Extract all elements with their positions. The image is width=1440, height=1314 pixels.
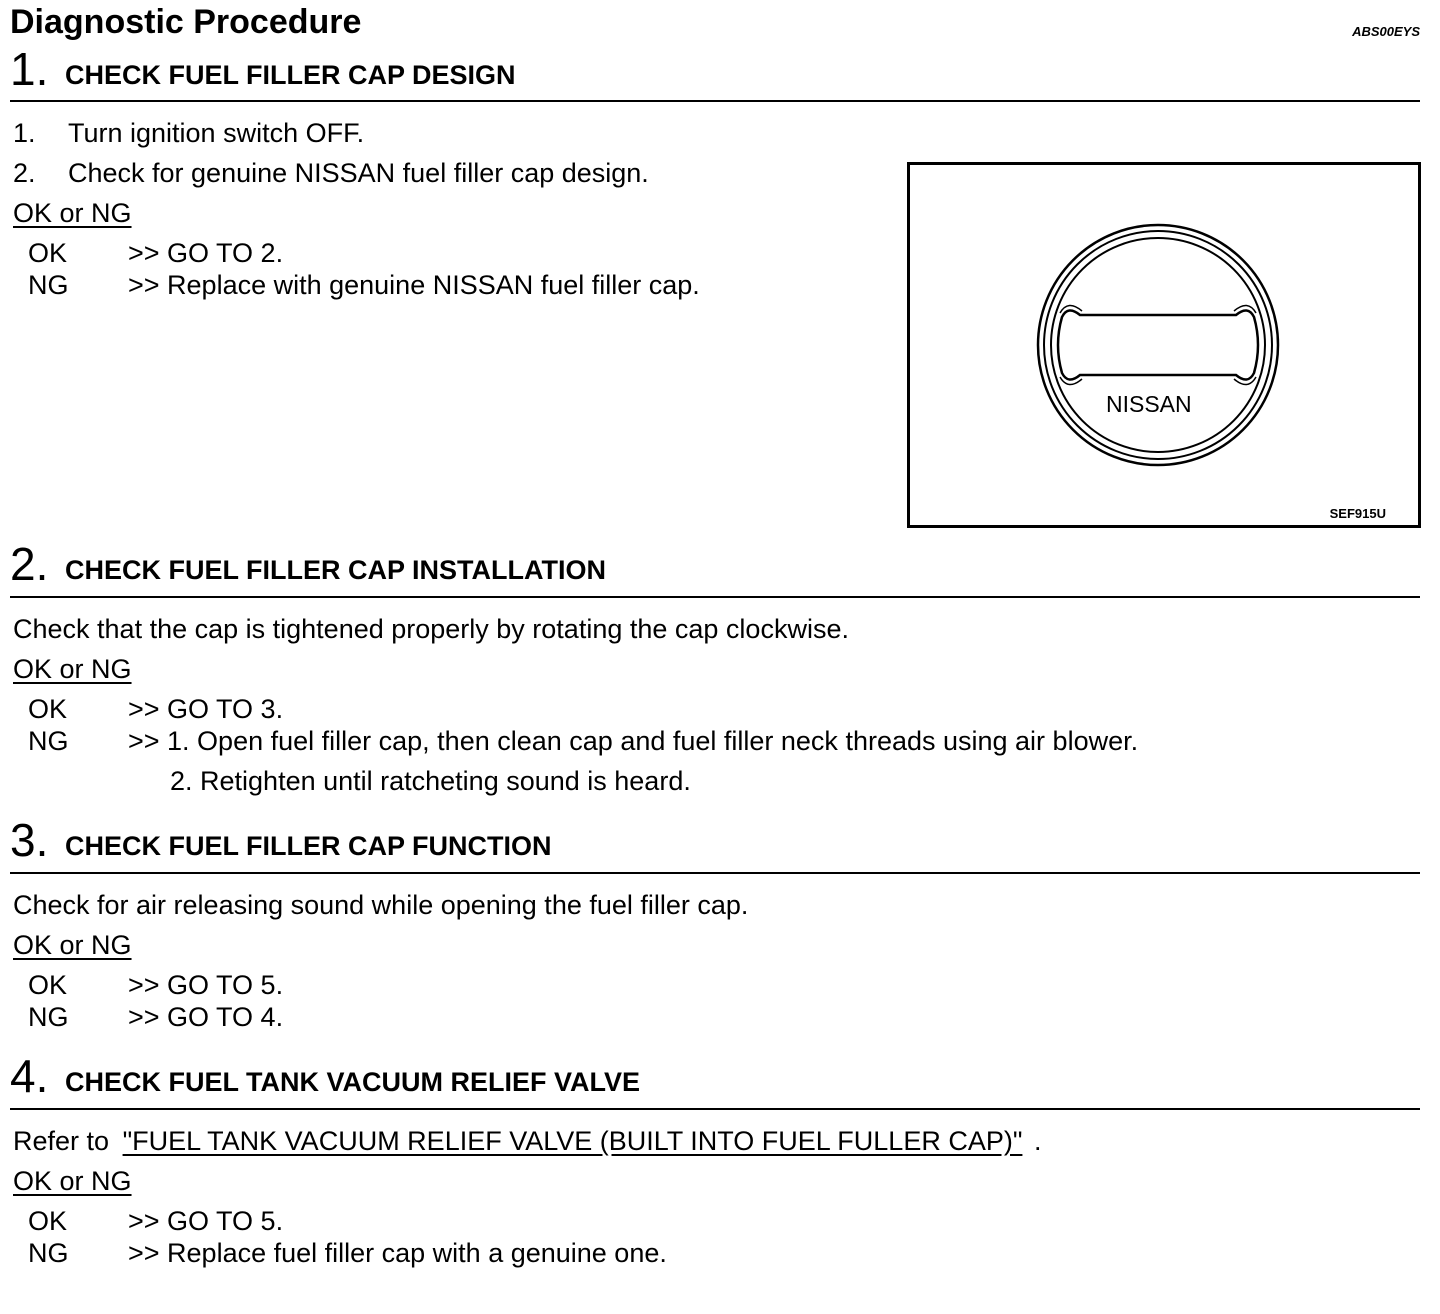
step-1-ng-result: >> Replace with genuine NISSAN fuel filler cap. <box>128 270 700 300</box>
step-2-ok-key: OK <box>28 694 68 724</box>
step-1-instruction-2-number: 2. <box>13 158 36 188</box>
step-number: 2. <box>10 538 49 590</box>
step-2-ng-result: >> 1. Open fuel filler cap, then clean cap and fuel filler neck threads using air blower. <box>128 726 1139 756</box>
step-1-instruction-1: Turn ignition switch OFF. <box>68 118 365 148</box>
step-1-instruction-2: Check for genuine NISSAN fuel filler cap design. <box>68 158 649 188</box>
step-1-divider <box>10 100 1420 102</box>
step-3-ok-result: >> GO TO 5. <box>128 970 284 1000</box>
step-3-instruction: Check for air releasing sound while opening the fuel filler cap. <box>13 890 749 920</box>
cap-brand-label: NISSAN <box>1106 391 1192 417</box>
step-4-divider <box>10 1108 1420 1110</box>
step-4-instruction <box>13 1125 1041 1157</box>
step-title: CHECK FUEL FILLER CAP DESIGN <box>65 60 516 90</box>
step-4-refer-prefix: Refer to <box>13 1126 110 1156</box>
step-4-ok-ng-label: OK or NG <box>13 1166 132 1196</box>
step-4-refer-suffix: . <box>1033 1126 1042 1156</box>
fuel-filler-cap-figure <box>907 162 1421 528</box>
step-3-ng-result: >> GO TO 4. <box>128 1002 284 1032</box>
step-4-ng-key: NG <box>28 1238 69 1268</box>
step-1-ok-ng-label: OK or NG <box>13 198 132 228</box>
page-title: Diagnostic Procedure <box>10 3 362 41</box>
step-1-ng-key: NG <box>28 270 69 300</box>
step-4-ok-key: OK <box>28 1206 68 1236</box>
step-title: CHECK FUEL TANK VACUUM RELIEF VALVE <box>65 1067 641 1097</box>
step-3-divider <box>10 872 1420 874</box>
step-3-ok-key: OK <box>28 970 68 1000</box>
vacuum-relief-valve-link[interactable]: "FUEL TANK VACUUM RELIEF VALVE (BUILT INTO FUEL FULLER CAP)" <box>122 1126 1023 1156</box>
step-2-ok-ng-label: OK or NG <box>13 654 132 684</box>
reference-code: ABS00EYS <box>1352 24 1420 39</box>
step-2-divider <box>10 596 1420 598</box>
step-4-ok-result: >> GO TO 5. <box>128 1206 284 1236</box>
step-2-ng-continuation: 2. Retighten until ratcheting sound is heard. <box>170 766 691 796</box>
step-1-ok-result: >> GO TO 2. <box>128 238 284 268</box>
fuel-filler-cap-icon <box>910 165 1418 525</box>
step-3-ok-ng-label: OK or NG <box>13 930 132 960</box>
step-number: 1. <box>10 43 49 95</box>
step-1-instruction-1-number: 1. <box>13 118 36 148</box>
step-3-ng-key: NG <box>28 1002 69 1032</box>
step-4-ng-result: >> Replace fuel filler cap with a genuine one. <box>128 1238 667 1268</box>
step-title: CHECK FUEL FILLER CAP INSTALLATION <box>65 555 606 585</box>
step-number: 3. <box>10 814 49 866</box>
step-2-instruction: Check that the cap is tightened properly by rotating the cap clockwise. <box>13 614 849 644</box>
step-2-ng-key: NG <box>28 726 69 756</box>
figure-code: SEF915U <box>1329 506 1386 521</box>
step-title: CHECK FUEL FILLER CAP FUNCTION <box>65 831 552 861</box>
step-1-ok-key: OK <box>28 238 68 268</box>
step-number: 4. <box>10 1050 49 1102</box>
step-2-ok-result: >> GO TO 3. <box>128 694 284 724</box>
